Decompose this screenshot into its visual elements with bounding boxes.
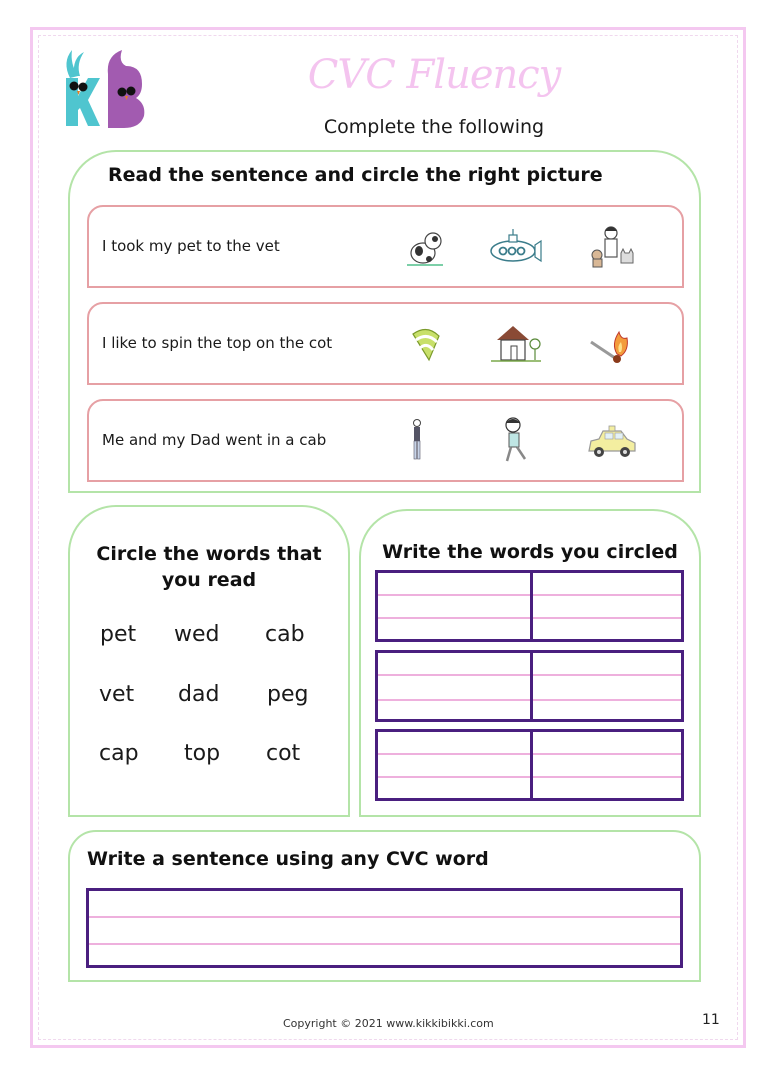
section-heading: Write a sentence using any CVC word bbox=[87, 848, 489, 870]
running-boy-icon[interactable] bbox=[487, 415, 543, 467]
circle-words-section bbox=[68, 505, 350, 817]
writing-grid[interactable] bbox=[375, 650, 684, 722]
sentence-text: I like to spin the top on the cot bbox=[102, 334, 333, 352]
copyright-text: Copyright © 2021 www.kikkibikki.com bbox=[283, 1017, 494, 1030]
word-vet[interactable]: vet bbox=[99, 682, 135, 707]
section-heading bbox=[70, 541, 348, 593]
worksheet-title: CVC Fluency bbox=[307, 52, 561, 98]
sentence-row bbox=[87, 302, 684, 385]
worksheet-subtitle: Complete the following bbox=[323, 116, 545, 138]
word-peg[interactable]: peg bbox=[267, 682, 309, 707]
vet-with-pets-icon[interactable] bbox=[583, 221, 639, 273]
word-cot[interactable]: cot bbox=[266, 741, 301, 766]
house-icon[interactable] bbox=[487, 318, 543, 370]
page-number: 11 bbox=[702, 1012, 720, 1028]
guide-line bbox=[89, 916, 680, 918]
dog-icon[interactable] bbox=[399, 221, 455, 273]
sentence-writing-lines[interactable] bbox=[86, 888, 683, 968]
man-icon[interactable] bbox=[399, 415, 455, 467]
grid-divider bbox=[530, 573, 533, 639]
word-cab[interactable]: cab bbox=[265, 622, 305, 647]
heading-line-2: you read bbox=[161, 569, 257, 591]
taxi-cab-icon[interactable] bbox=[583, 415, 639, 467]
sentence-text: I took my pet to the vet bbox=[102, 237, 280, 255]
word-dad[interactable]: dad bbox=[178, 682, 220, 707]
grid-divider bbox=[530, 732, 533, 798]
sentence-text: Me and my Dad went in a cab bbox=[102, 431, 327, 449]
burning-match-icon[interactable] bbox=[583, 318, 639, 370]
writing-grid[interactable] bbox=[375, 729, 684, 801]
word-top[interactable]: top bbox=[184, 741, 221, 766]
grid-divider bbox=[530, 653, 533, 719]
submarine-icon[interactable] bbox=[487, 221, 543, 273]
word-pet[interactable]: pet bbox=[100, 622, 137, 647]
section-heading: Read the sentence and circle the right picture bbox=[108, 164, 603, 186]
sentence-row bbox=[87, 205, 684, 288]
heading-line-1: Circle the words that bbox=[96, 543, 322, 565]
writing-grid[interactable] bbox=[375, 570, 684, 642]
word-wed[interactable]: wed bbox=[174, 622, 220, 647]
guide-line bbox=[89, 943, 680, 945]
sentence-row bbox=[87, 399, 684, 482]
section-heading: Write the words you circled bbox=[382, 541, 678, 563]
word-cap[interactable]: cap bbox=[99, 741, 139, 766]
spinning-top-icon[interactable] bbox=[399, 318, 455, 370]
